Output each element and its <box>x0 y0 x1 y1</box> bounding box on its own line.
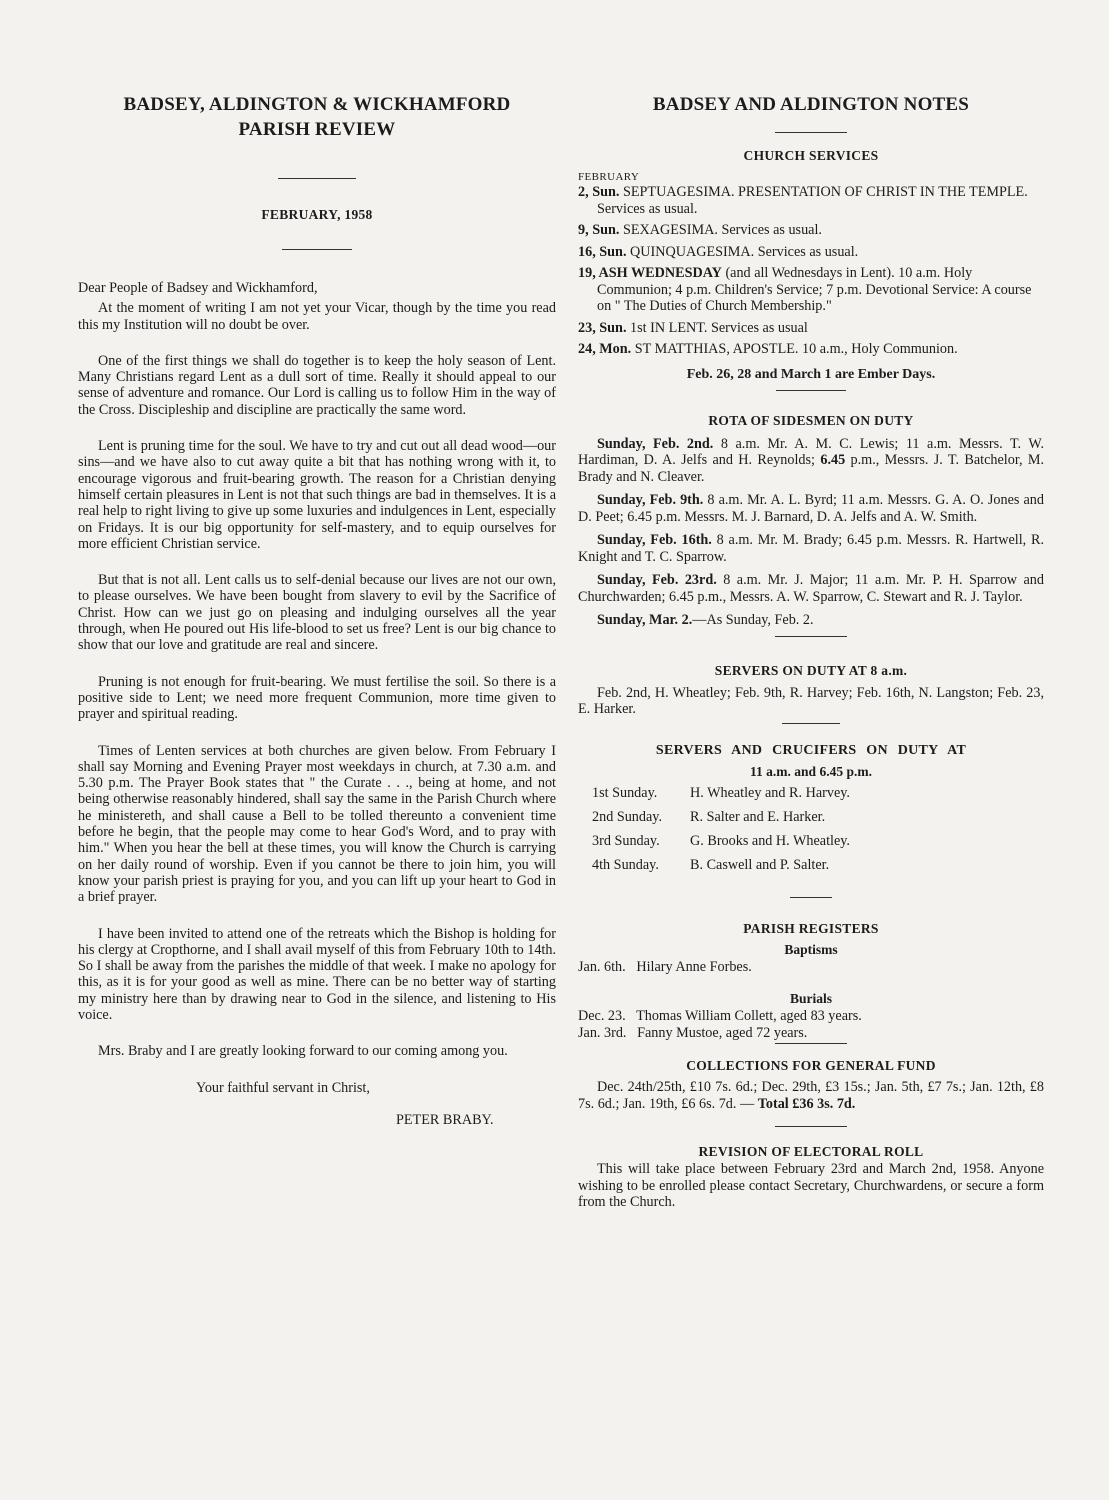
service-text: 1st IN LENT. Services as usual <box>630 319 808 336</box>
divider <box>282 249 352 250</box>
ember-days: Feb. 26, 28 and March 1 are Ember Days. <box>686 366 936 382</box>
letter-paragraph: At the moment of writing I am not yet your Vicar, though by the time you read this my Institution will no doubt be over. <box>78 300 556 333</box>
service-text: SEXAGESIMA. Services as usual. <box>622 222 822 238</box>
names-cell: B. Caswell and P. Salter. <box>690 856 830 873</box>
service-day: 19, ASH WEDNESDAY <box>578 265 722 281</box>
names-cell: R. Salter and E. Harker. <box>690 808 826 825</box>
notes-column <box>578 92 1044 1218</box>
register-date: Jan. 6th. <box>578 958 626 975</box>
sunday-cell: 4th Sunday. <box>592 856 659 873</box>
table-row <box>578 829 864 853</box>
register-date: Jan. 3rd. <box>578 1024 627 1041</box>
letter-paragraph: One of the first things we shall do together is to keep the holy season of Lent. Many Christians regard Lent as a dull sort of time. Really it should appeal to our sense of adventure and romance. Our Lord is calling us to follow Him in the way of the Cross. Discipleship and discipline are practically the same word. <box>78 352 556 418</box>
rota-text: 8 a.m. Mr. M. Brady; 6.45 p.m. Messrs. R. Hartwell, R. Knight and T. C. Sparrow. <box>578 532 1044 565</box>
burial-entry <box>578 1025 1044 1042</box>
service-text: ST MATTHIAS, APOSTLE. 10 a.m., Holy Communion. <box>634 341 958 357</box>
services-list <box>578 184 1044 358</box>
service-entry <box>578 222 1044 239</box>
service-day: 16, Sun. <box>578 243 627 260</box>
rota-text: —As Sunday, Feb. 2. <box>692 612 814 628</box>
rota-text: p.m., Messrs. J. T. Batchelor, M. Brady and N. Cleaver. <box>578 452 1045 485</box>
service-entry <box>578 265 1044 315</box>
servers-8am-heading: SERVERS ON DUTY AT 8 a.m. <box>714 662 908 678</box>
names-cell: G. Brooks and H. Wheatley. <box>690 832 850 849</box>
divider <box>278 178 356 179</box>
service-day: 2, Sun. <box>578 184 620 200</box>
collections-heading: COLLECTIONS FOR GENERAL FUND <box>686 1058 936 1073</box>
service-text: SEPTUAGESIMA. PRESENTATION OF CHRIST IN THE TEMPLE. Services as usual. <box>597 184 1028 217</box>
month-label: FEBRUARY <box>578 171 640 183</box>
rota-entry <box>578 532 1044 565</box>
rota-day: Sunday, Feb. 16th. <box>597 532 712 548</box>
sunday-cell: 3rd Sunday. <box>592 832 660 849</box>
masthead-line-2: PARISH REVIEW <box>238 119 396 140</box>
rota-list <box>578 436 1044 629</box>
letter-paragraph: I have been invited to attend one of the retreats which the Bishop is holding for his clergy at Cropthorne, and I shall avail myself of this from February 10th to 14th. So I shall be away from the parishes the middle of that week. I make no apology for this, as it is for your good as well as mine. There can be no better way of starting my ministry here than by drawing near to God in the silence, and listening to His voice. <box>78 925 556 1023</box>
burial-entry <box>578 1008 1044 1025</box>
divider <box>775 132 847 133</box>
rota-entry <box>578 492 1044 525</box>
letter-paragraph: But that is not all. Lent calls us to self-denial because our lives are not our own, to please ourselves. We have been bought from slavery to evil by the Sacrifice of Christ. How can we just go on pleasing and indulging ourselves all the year through, when He poured out His life-blood to set us free? Lent is our big chance to show that our love and gratitude are real and sincere. <box>78 572 556 654</box>
divider <box>776 390 846 391</box>
service-text: QUINQUAGESIMA. Services as usual. <box>630 243 859 260</box>
notes-title: BADSEY AND ALDINGTON NOTES <box>652 94 970 115</box>
rota-text: 8 a.m. Mr. J. Major; 11 a.m. Mr. P. H. Sparrow and Churchwarden; 6.45 p.m., Messrs. A. W. Sparrow, C. Stewart and R. J. Taylor. <box>578 572 1044 605</box>
signature: PETER BRABY. <box>396 1111 494 1128</box>
rota-day: Sunday, Feb. 23rd. <box>597 572 717 588</box>
letter-paragraph: Times of Lenten services at both churches are given below. From February I shall say Morning and Evening Prayer most weekdays in church, at 7.30 a.m. and 5.30 p.m. The Prayer Book states that " the Curate . . ., being at home, and not being otherwise reasonably hindered, shall say the same in the Parish Church where he ministereth, and shall cause a Bell to be tolled thereunto a convenient time before he begin, that the people may come to hear God's Word, and to pray with him." When you hear the bell at these times, you will know the Church is carrying on her daily round of worship. Even if you cannot be there to join him, you will know your parish priest is praying for you, and you can lift up your heart to God in a brief prayer. <box>78 742 556 906</box>
rota-entry <box>578 612 1044 629</box>
service-entry <box>578 320 1044 337</box>
divider <box>775 1126 847 1127</box>
collections-text <box>578 1079 1044 1112</box>
rota-day: Sunday, Feb. 2nd. <box>597 435 714 452</box>
letter-body <box>78 280 556 1128</box>
registers-heading: PARISH REGISTERS <box>743 920 879 936</box>
service-text: (and all Wednesdays in Lent). 10 a.m. Holy Communion; 4 p.m. Children's Service; 7 p.m. Devotional Service: A course on " The Duties of Church Membership." <box>597 265 1032 314</box>
register-date: Dec. 23. <box>578 1008 626 1024</box>
masthead <box>78 92 556 142</box>
burials-heading: Burials <box>789 991 832 1006</box>
salutation: Dear People of Badsey and Wickhamford, <box>78 280 318 296</box>
servers-11am-sub: 11 a.m. and 6.45 p.m. <box>750 763 872 779</box>
names-cell: H. Wheatley and R. Harvey. <box>690 784 850 801</box>
divider <box>790 897 832 898</box>
divider <box>775 636 847 637</box>
rota-text: 8 a.m. Mr. A. M. C. Lewis; 11 a.m. Messrs. T. W. Hardiman, D. A. Jelfs and H. Reynolds; <box>578 435 1044 468</box>
sunday-cell: 2nd Sunday. <box>592 808 663 825</box>
rota-day: Sunday, Mar. 2. <box>597 612 693 628</box>
letter-paragraph: Pruning is not enough for fruit-bearing. We must fertilise the soil. So there is a positive side to Lent; we need more frequent Communion, more time given to prayer and spiritual reading. <box>78 673 556 723</box>
collections-total: Total £36 3s. 7d. <box>757 1095 856 1112</box>
rota-heading: ROTA OF SIDESMEN ON DUTY <box>708 412 914 428</box>
baptisms-heading: Baptisms <box>784 941 838 957</box>
register-name: Fanny Mustoe, aged 72 years. <box>637 1024 808 1041</box>
church-services-heading: CHURCH SERVICES <box>743 148 879 163</box>
collections-detail: Dec. 24th/25th, £10 7s. 6d.; Dec. 29th, £3 15s.; Jan. 5th, £7 7s.; Jan. 12th, £8 7s. 6d.; Jan. 19th, £6 6s. 7d. — <box>578 1079 1044 1112</box>
service-entry <box>578 184 1044 217</box>
servers-11am-heading: SERVERS AND CRUCIFERS ON DUTY AT <box>655 742 967 758</box>
letter-paragraph: Lent is pruning time for the soul. We have to try and cut out all dead wood—our sins—and we have also to cut away quite a bit that has nothing wrong with it, to encourage vigorous and fruit-bearing growth. The reason for a Christian denying himself certain pleasures in Lent is not that such things are bad in themselves. It is a real help to right living to give up some luxuries and indulgences in Lent, especially on Fridays. It is our big opportunity for self-mastery, and to equip ourselves for more efficient Christian service. <box>78 438 556 552</box>
service-day: 24, Mon. <box>578 341 632 357</box>
letter-paragraph: Mrs. Braby and I are greatly looking forward to our coming among you. <box>98 1043 508 1060</box>
rota-entry <box>578 572 1044 605</box>
masthead-line-1: BADSEY, ALDINGTON & WICKHAMFORD <box>123 94 511 115</box>
servers-table <box>578 781 864 877</box>
rota-day: Sunday, Feb. 9th. <box>597 492 704 508</box>
sunday-cell: 1st Sunday. <box>592 784 658 801</box>
vicar-letter-column <box>78 92 556 1128</box>
divider <box>782 723 840 724</box>
service-day: 23, Sun. <box>578 319 627 336</box>
issue-date: FEBRUARY, 1958 <box>261 207 373 222</box>
table-row <box>578 805 864 829</box>
register-name: Thomas William Collett, aged 83 years. <box>636 1008 862 1024</box>
rota-text: 8 a.m. Mr. A. L. Byrd; 11 a.m. Messrs. G. A. O. Jones and D. Peet; 6.45 p.m. Messrs. M. J. Barnard, D. A. Jelfs and A. W. Smith. <box>578 492 1044 525</box>
register-name: Hilary Anne Forbes. <box>636 958 752 975</box>
baptism-entry <box>578 959 1044 976</box>
divider <box>775 1043 847 1044</box>
servers-8am-text: Feb. 2nd, H. Wheatley; Feb. 9th, R. Harvey; Feb. 16th, N. Langston; Feb. 23, E. Harker. <box>578 684 1044 717</box>
letter-closing: Your faithful servant in Christ, <box>196 1079 370 1096</box>
rota-entry <box>578 436 1044 486</box>
table-row <box>578 853 864 877</box>
electoral-roll-text: This will take place between February 23rd and March 2nd, 1958. Anyone wishing to be enrolled please contact Secretary, Churchwardens, or secure a form from the Church. <box>578 1161 1044 1210</box>
rota-time: 6.45 <box>820 452 846 468</box>
service-entry <box>578 341 1044 358</box>
electoral-roll-heading: REVISION OF ELECTORAL ROLL <box>698 1144 924 1159</box>
service-entry <box>578 244 1044 261</box>
service-day: 9, Sun. <box>578 222 620 238</box>
table-row <box>578 781 864 805</box>
